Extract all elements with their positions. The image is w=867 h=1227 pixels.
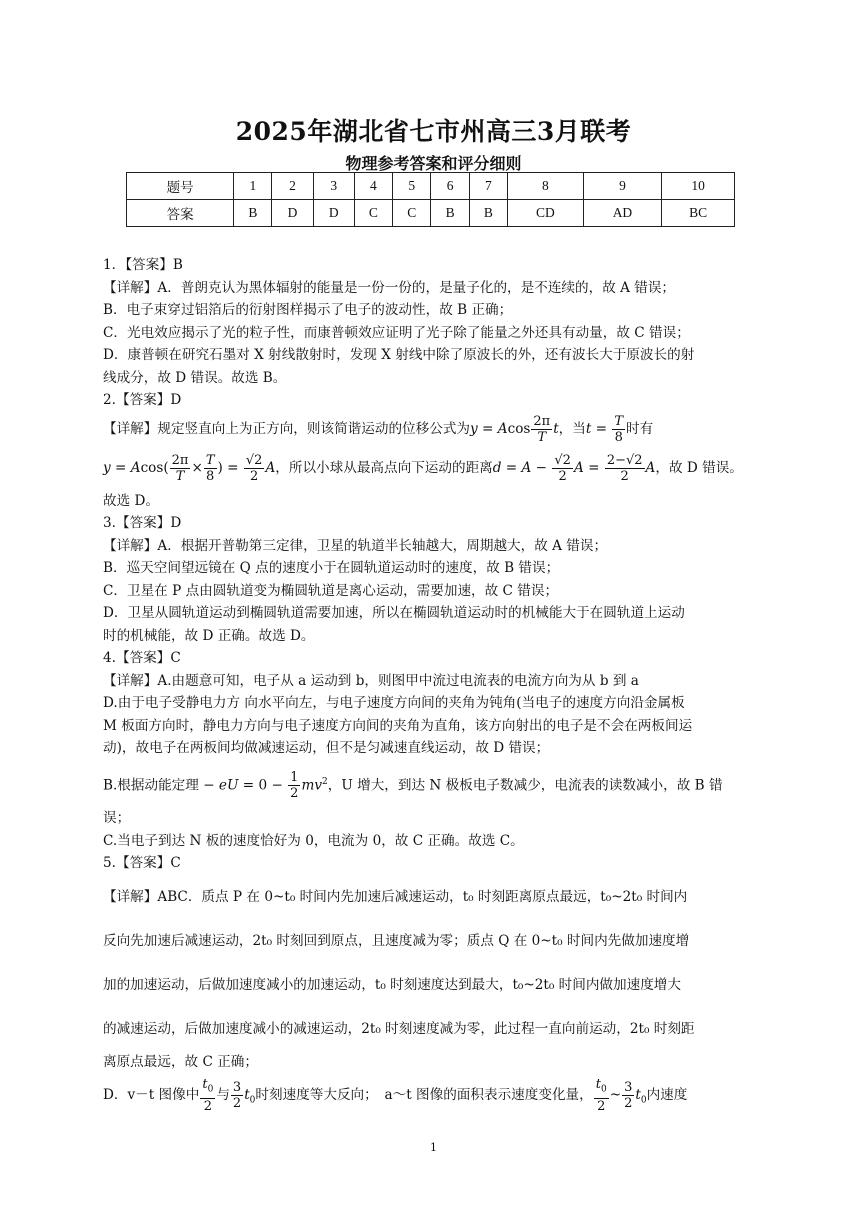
answer-cell: C [354, 200, 392, 227]
answer-cell: AD [583, 200, 661, 227]
answer-cell: B [234, 200, 272, 227]
question-number-cell: 10 [662, 173, 735, 200]
q1-line: 【详解】A．普朗克认为黑体辐射的能量是一份一份的，是量子化的，是不连续的，故 A 错误； [103, 279, 676, 296]
answer-cell: D [313, 200, 354, 227]
answer-cell: D [272, 200, 313, 227]
answer-table-answer-row [127, 200, 735, 227]
q3-line: 时的机械能，故 D 正确。故选 D。 [103, 627, 315, 644]
page-title: 2025年湖北省七市州高三3月联考 [235, 117, 632, 146]
table-header-cell: 题号 [127, 173, 234, 200]
q5-line: 离原点最远，故 C 正确； [103, 1053, 258, 1070]
q4-line: 动)，故电子在两板间均做减速运动，但不是匀减速直线运动，故 D 错误； [103, 740, 550, 756]
question-number-cell: 9 [583, 173, 661, 200]
solutions-body [103, 254, 773, 1123]
question-number-cell: 8 [508, 173, 584, 200]
q5-line: 的减速运动，后做加速度减小的减速运动，2t₀ 时刻速度减为零，此过程一直向前运动，2t₀ 时刻距 [103, 1020, 695, 1037]
page-subtitle: 物理参考答案和评分细则 [345, 154, 522, 173]
q4-heading: 4.【答案】C [103, 650, 181, 666]
q5-line: 反向先加速后减速运动，2t₀ 时刻回到原点，且速度减为零；质点 Q 在 0~t₀ 时间内先做加速度增 [103, 932, 690, 949]
q4-line: C.当电子到达 N 板的速度恰好为 0，电流为 0，故 C 正确。故选 C。 [103, 832, 524, 849]
q1-line: D．康普顿在研究石墨对 X 射线散射时，发现 X 射线中除了原波长的外，还有波长大于原波长的射 [103, 347, 695, 363]
q5-line: 加的加速运动，后做加速度减小的加速运动，t₀ 时刻速度达到最大，t₀~2t₀ 时间内做加速度增大 [103, 976, 681, 993]
answer-cell: C [393, 200, 431, 227]
answer-table [126, 172, 735, 227]
q3-line: B．巡天空间望远镜在 Q 点的速度小于在圆轨道运动时的速度，故 B 错误； [103, 560, 560, 576]
q1-line: B．电子束穿过铝箔后的衍射图样揭示了电子的波动性，故 B 正确； [103, 302, 513, 318]
answer-cell: B [469, 200, 507, 227]
q5-line: 【详解】ABC．质点 P 在 0~t₀ 时间内先加速后减速运动，t₀ 时刻距离原点最远，t₀~2t₀ 时间内 [103, 888, 688, 905]
question-number-cell: 5 [393, 173, 431, 200]
formula: y [470, 420, 478, 437]
q2-line: y = Acos( $\frac{2\pi}{T}$ × $\frac{T}{8}$ ) = $\frac{√2}{2}$ A，所以小球从最高点向下运动的距离d = A − $\frac{√2}{2}$ A = $\frac{2-√2}{2}$ A，故 D 错误。 [103, 452, 743, 484]
q1-heading: 1．【答案】B [103, 257, 183, 273]
page-number: 1 [430, 1141, 437, 1154]
q5-line: D．v－t 图像中 $\frac{t_0}{2}$ 与 $\frac{3}{2}$ $t_0$时刻速度等大反向； a～t 图像的面积表示速度变化量， $\frac{t_0}{2}$ ~ $\frac{3}{2}$ $t_0$内速度 [103, 1077, 688, 1114]
question-number-cell: 2 [272, 173, 313, 200]
q3-line: D．卫星从圆轨道运动到椭圆轨道需要加速，所以在椭圆轨道运动时的机械能大于在圆轨道上运动 [103, 605, 685, 621]
q5-heading: 5.【答案】C [103, 855, 181, 872]
q2-line: 故选 D。 [103, 492, 160, 509]
question-number-cell: 6 [431, 173, 469, 200]
q4-line: 误； [103, 810, 131, 827]
q4-line: M 板面方向时，静电力方向与电子速度方向间的夹角为直角，该方向射出的电子是不会在两板间运 [103, 717, 693, 734]
q3-line: 【详解】A．根据开普勒第三定律，卫星的轨道半长轴越大，周期越大，故 A 错误； [103, 537, 608, 554]
question-number-cell: 7 [469, 173, 507, 200]
answer-table-number-row [127, 173, 735, 200]
question-number-cell: 4 [354, 173, 392, 200]
answer-cell: CD [508, 200, 584, 227]
question-number-cell: 1 [234, 173, 272, 200]
table-header-cell: 答案 [127, 200, 234, 227]
q2-heading: 2.【答案】D [103, 392, 182, 408]
answer-cell: BC [662, 200, 735, 227]
formula: y = Acos( $\frac{2\pi}{T}$ × $\frac{T}{8}$ ) = $\frac{√2}{2}$ A [103, 452, 276, 484]
q4-line: D.由于电子受静电力方 向水平向左，与电子速度方向间的夹角为钝角(当电子的速度方向沿金属板 [103, 695, 685, 711]
q4-line: B.根据动能定理 − eU = 0 − $\frac{1}{2}$ $mv^2$，U 增大，到达 N 极板电子数减少，电流表的读数减小，故 B 错 [103, 770, 723, 802]
q1-line: 线成分，故 D 错误。故选 B。 [103, 369, 287, 386]
answer-cell: B [431, 200, 469, 227]
q3-line: C．卫星在 P 点由圆轨道变为椭圆轨道是离心运动，需要加速，故 C 错误； [103, 582, 559, 599]
question-number-cell: 3 [313, 173, 354, 200]
q2-line: 【详解】规定竖直向上为正方向，则该简谐运动的位移公式为y = Acos $\frac{2\pi}{T}$ t，当t = $\frac{T}{8}$ 时有 [103, 413, 654, 445]
q1-line: C．光电效应揭示了光的粒子性，而康普顿效应证明了光子除了能量之外还具有动量，故 C 错误； [103, 324, 690, 341]
q3-heading: 3.【答案】D [103, 515, 182, 531]
q4-line: 【详解】A.由题意可知，电子从 a 运动到 b，则图甲中流过电流表的电流方向为从 b 到 a [103, 672, 639, 689]
